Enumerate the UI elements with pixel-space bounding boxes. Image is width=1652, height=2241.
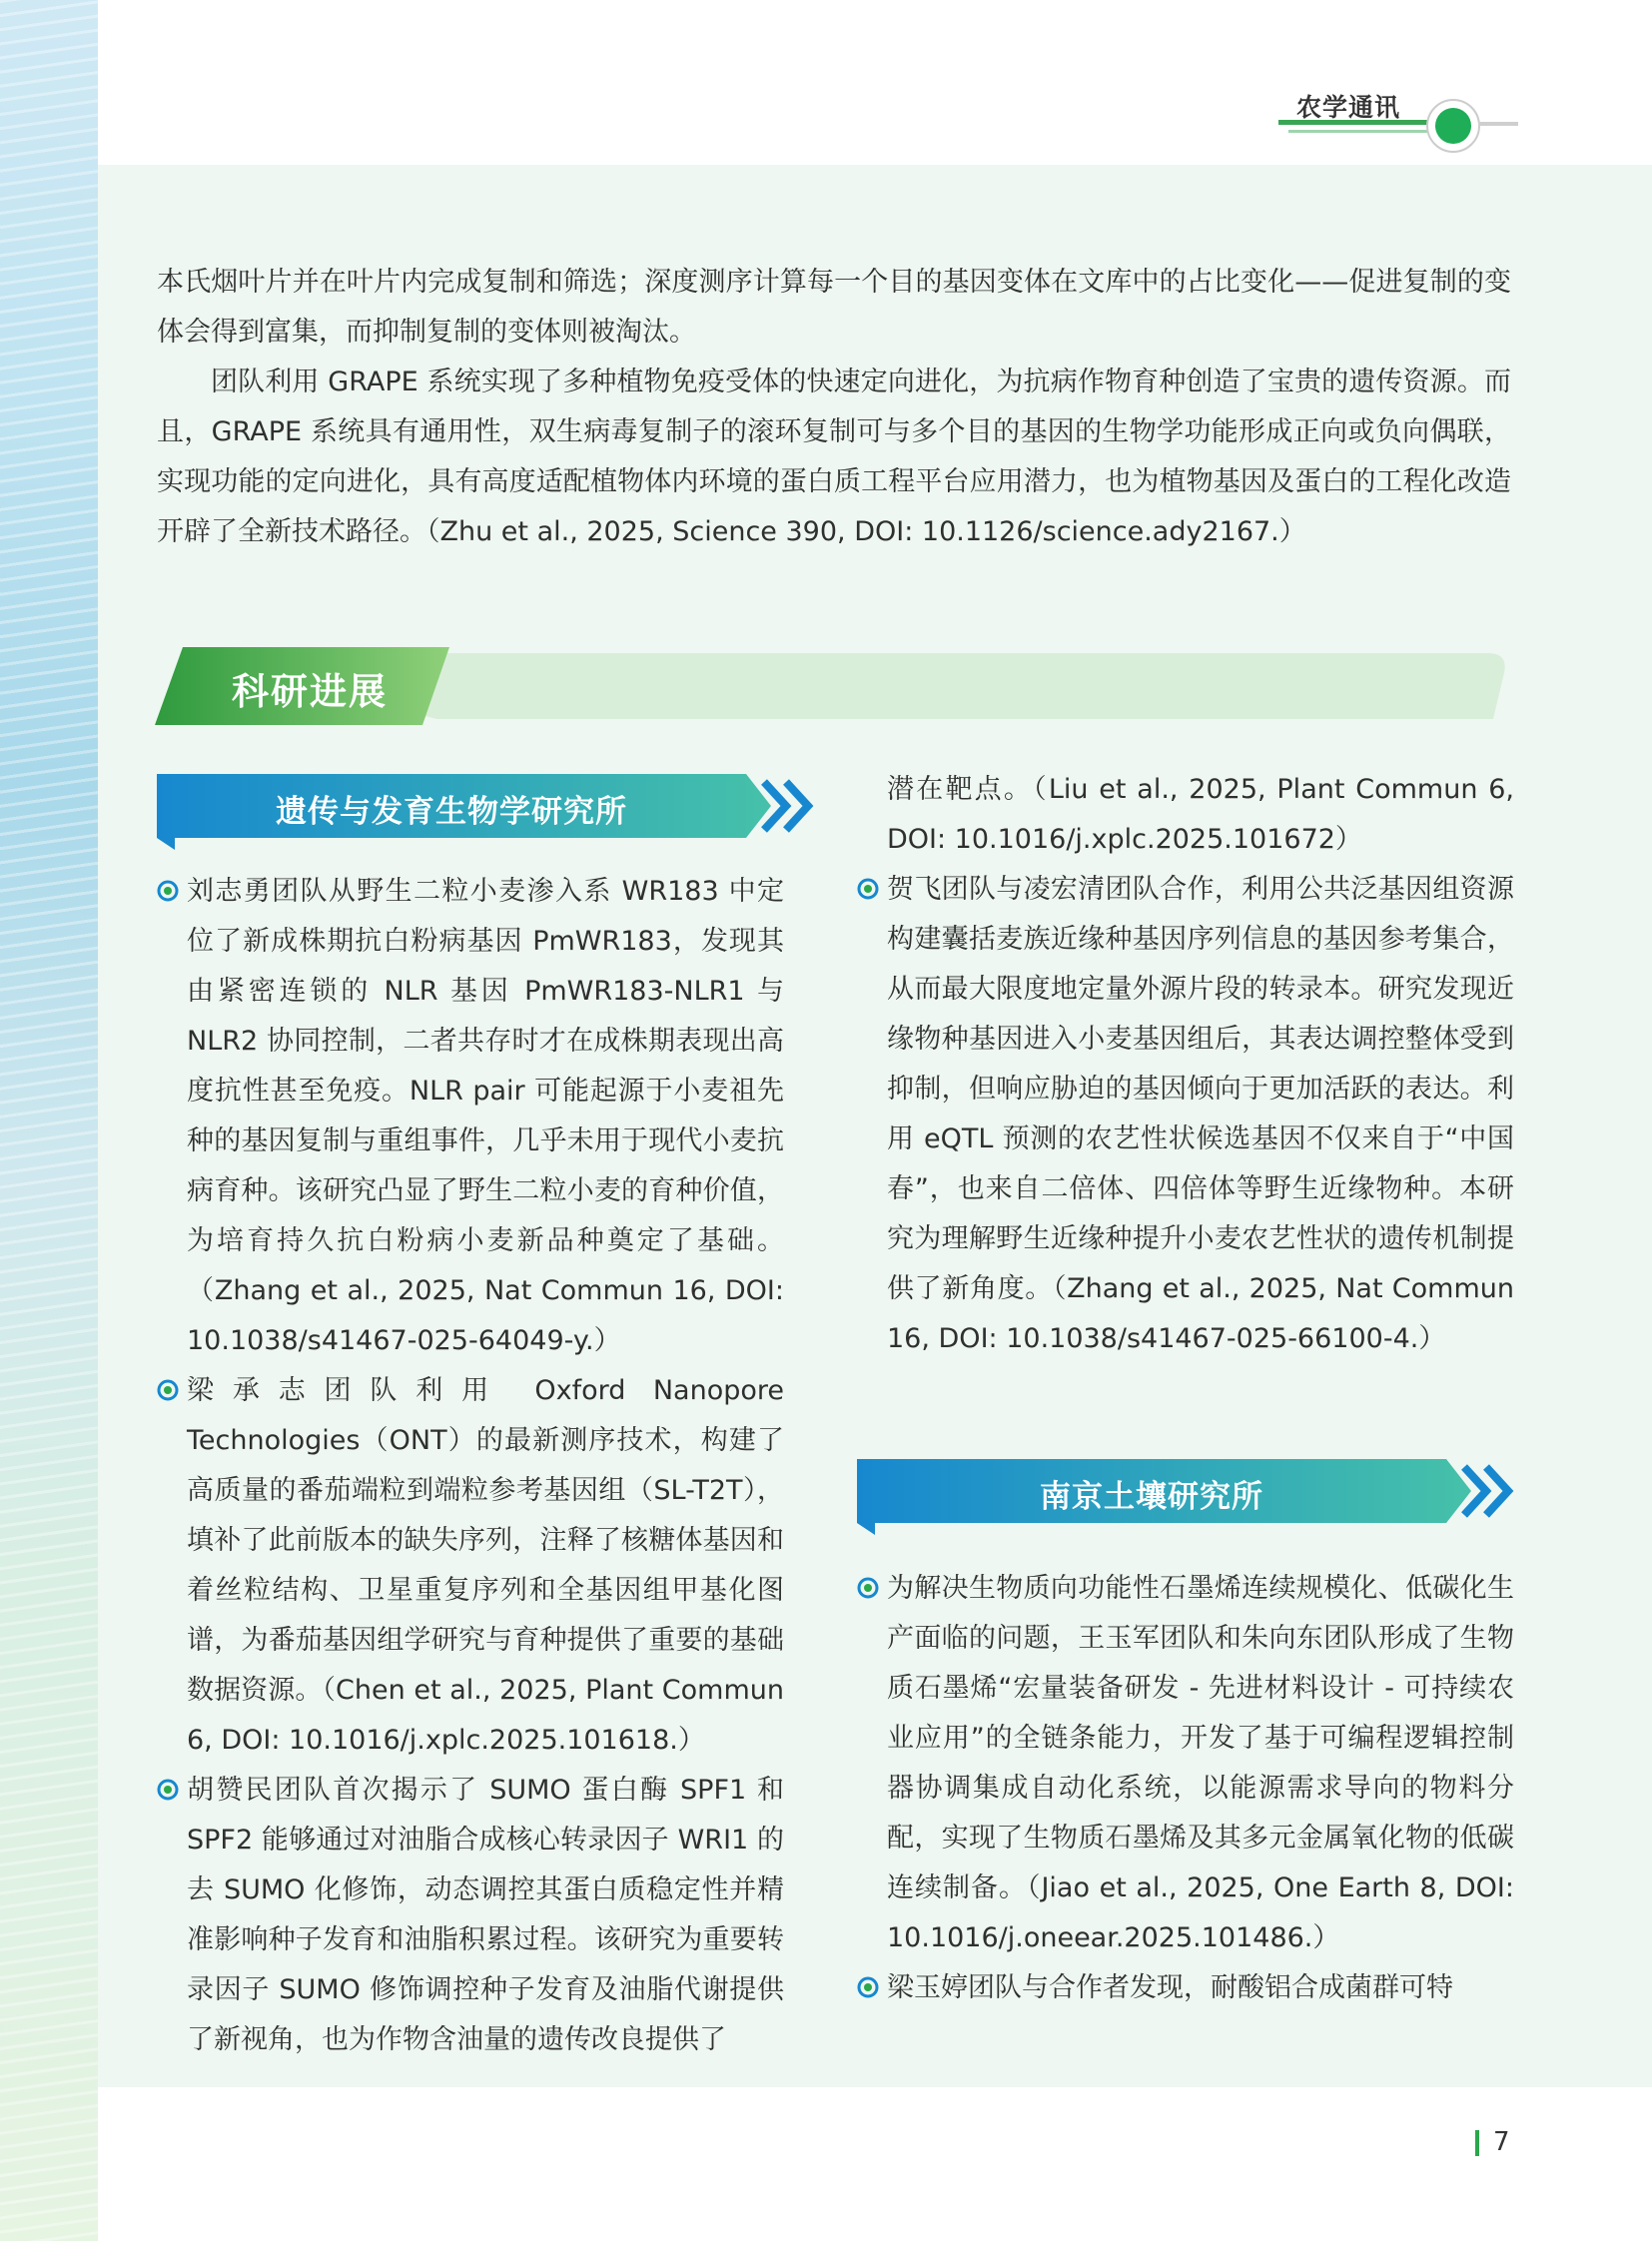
news-item [855, 1564, 1514, 1963]
news-item-text: 刘志勇团队从野生二粒小麦渗入系 WR183 中定位了新成株期抗白粉病基因 PmWR183，发现其由紧密连锁的 NLR 基因 PmWR183-NLR1 与 NLR2 协同控制，二者共存时才在成株期表现出高度抗性甚至免疫。NLR pair 可能起源于小麦祖先种的基因复制与重组事件，几乎未用于现代小麦抗病育种。该研究凸显了野生二粒小麦的育种价值，为培育持久抗白粉病小麦新品种奠定了基础。（Zhang et al., 2025, Nat Commun 16, DOI: 10.1038/s41467-025-64049-y.） [187, 876, 784, 1356]
page-number [1473, 2127, 1510, 2157]
news-item-text: 胡赞民团队首次揭示了 SUMO 蛋白酶 SPF1 和 SPF2 能够通过对油脂合成核心转录因子 WRI1 的去 SUMO 化修饰，动态调控其蛋白质稳定性并精准影响种子发育和油脂积累过程。该研究为重要转录因子 SUMO 修饰调控种子发育及油脂代谢提供了新视角，也为作物含油量的遗传改良提供了 [187, 1775, 784, 2055]
bullet-target-icon [857, 1577, 879, 1599]
left-column [155, 867, 784, 2065]
decorative-side-strip [0, 0, 98, 2241]
page-number-text: 7 [1493, 2127, 1510, 2157]
intro-paragraph-1: 本氏烟叶片并在叶片内完成复制和筛选；深度测序计算每一个目的基因变体在文库中的占比变化——促进复制的变体会得到富集，而抑制复制的变体则被淘汰。 [157, 267, 1511, 348]
institute-name-2: 南京土壤研究所 [1040, 1479, 1263, 1515]
news-item-text: 贺飞团队与凌宏清团队合作，利用公共泛基因组资源构建囊括麦族近缘种基因序列信息的基因参考集合，从而最大限度地定量外源片段的转录本。研究发现近缘物种基因进入小麦基因组后，其表达调控整体受到抑制，但响应胁迫的基因倾向于更加活跃的表达。利用 eQTL 预测的农艺性状候选基因不仅来自于“中国春”，也来自二倍体、四倍体等野生近缘物种。本研究为理解野生近缘种提升小麦农艺性状的遗传机制提供了新角度。（Zhang et al., 2025, Nat Commun 16, DOI: 10.1038/s41467-025-66100-4.） [887, 874, 1514, 1354]
right-column-top [855, 765, 1514, 1364]
journal-title: 农学通讯 [1296, 93, 1401, 122]
news-item-text: 为解决生物质向功能性石墨烯连续规模化、低碳化生产面临的问题，王玉军团队和朱向东团队形成了生物质石墨烯“宏量装备研发 - 先进材料设计 - 可持续农业应用”的全链条能力，开发了基于可编程逻辑控制器协调集成自动化系统，以能源需求导向的物料分配，实现了生物质石墨烯及其多元金属氧化物的低碳连续制备。（Jiao et al., 2025, One Earth 8, DOI: 10.1016/j.oneear.2025.101486.） [887, 1573, 1514, 1953]
news-item [855, 1963, 1514, 2013]
bullet-target-icon [157, 1779, 179, 1801]
news-item [155, 867, 784, 1366]
news-item-text: 梁承志团队利用 Oxford Nanopore Technologies（ONT）的最新测序技术，构建了高质量的番茄端粒到端粒参考基因组（SL-T2T），填补了此前版本的缺失序列，注释了核糖体基因和着丝粒结构、卫星重复序列和全基因组甲基化图谱，为番茄基因组学研究与育种提供了重要的基础数据资源。（Chen et al., 2025, Plant Commun 6, DOI: 10.1016/j.xplc.2025.101618.） [187, 1375, 784, 1756]
institute-name-1: 遗传与发育生物学研究所 [276, 794, 627, 830]
news-item [155, 1366, 784, 1766]
bullet-target-icon [157, 1379, 179, 1401]
news-item [155, 1766, 784, 2065]
section-title: 科研进展 [232, 670, 388, 713]
news-item-continuation: 潜在靶点。（Liu et al., 2025, Plant Commun 6, DOI: 10.1016/j.xplc.2025.101672） [887, 774, 1514, 855]
news-item-text: 梁玉婷团队与合作者发现，耐酸铝合成菌群可特 [887, 1972, 1453, 2003]
intro-paragraph-2: 团队利用 GRAPE 系统实现了多种植物免疫受体的快速定向进化，为抗病作物育种创造了宝贵的遗传资源。而且，GRAPE 系统具有通用性，双生病毒复制子的滚环复制可与多个目的基因的生物学功能形成正向或负向偶联，实现功能的定向进化，具有高度适配植物体内环境的蛋白质工程平台应用潜力，也为植物基因及蛋白的工程化改造开辟了全新技术路径。（Zhu et al., 2025, Science 390, DOI: 10.1126/science.ady2167.） [157, 367, 1511, 547]
bullet-target-icon [857, 878, 879, 900]
bullet-target-icon [157, 880, 179, 902]
news-item [855, 865, 1514, 1364]
right-column-bottom [855, 1564, 1514, 2013]
bullet-target-icon [857, 1976, 879, 1998]
